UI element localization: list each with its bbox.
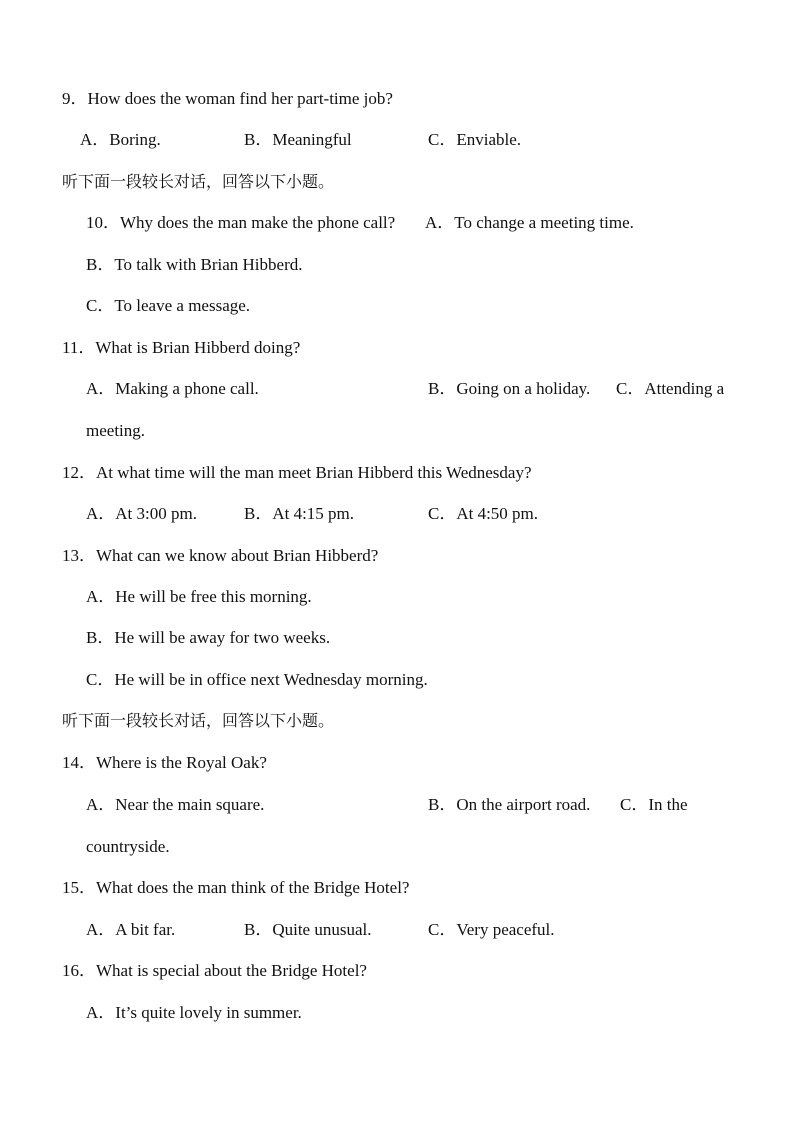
question-10-stem: 10．Why does the man make the phone call? bbox=[86, 213, 396, 232]
question-11-option-a: A．Making a phone call. bbox=[86, 379, 259, 398]
question-14-option-b: B．On the airport road. bbox=[428, 795, 591, 814]
question-14-option-c: C．In the bbox=[620, 795, 688, 814]
question-11-option-c-continued: meeting. bbox=[86, 421, 146, 440]
question-9-option-a: A．Boring. bbox=[80, 130, 161, 149]
question-11-stem: 11．What is Brian Hibberd doing? bbox=[62, 338, 301, 357]
question-13-option-a: A．He will be free this morning. bbox=[86, 587, 312, 606]
question-15-stem: 15．What does the man think of the Bridge Hotel? bbox=[62, 878, 410, 897]
question-14-option-a: A．Near the main square. bbox=[86, 795, 265, 814]
question-13-option-b: B．He will be away for two weeks. bbox=[86, 628, 331, 647]
question-14-option-c-continued: countryside. bbox=[86, 837, 170, 856]
question-9-option-b: B．Meaningful bbox=[244, 130, 352, 149]
question-9-option-c: C．Enviable. bbox=[428, 130, 522, 149]
question-13-stem: 13．What can we know about Brian Hibberd? bbox=[62, 546, 379, 565]
question-12-option-b: B．At 4:15 pm. bbox=[244, 504, 355, 523]
question-16-stem: 16．What is special about the Bridge Hotel? bbox=[62, 961, 367, 980]
question-9-stem: 9．How does the woman find her part-time job? bbox=[62, 89, 393, 108]
question-14-stem: 14．Where is the Royal Oak? bbox=[62, 753, 267, 772]
question-12-option-a: A．At 3:00 pm. bbox=[86, 504, 197, 523]
section-instruction-1: 听下面一段较长对话，回答以下小题。 bbox=[62, 172, 335, 191]
question-15-option-b: B．Quite unusual. bbox=[244, 920, 372, 939]
question-13-option-c: C．He will be in office next Wednesday morning. bbox=[86, 670, 428, 689]
section-instruction-2: 听下面一段较长对话，回答以下小题。 bbox=[62, 711, 335, 730]
question-11-option-c: C．Attending a bbox=[616, 379, 725, 398]
question-12-stem: 12．At what time will the man meet Brian Hibberd this Wednesday? bbox=[62, 463, 532, 482]
question-12-option-c: C．At 4:50 pm. bbox=[428, 504, 539, 523]
question-11-option-b: B．Going on a holiday. bbox=[428, 379, 591, 398]
question-15-option-a: A．A bit far. bbox=[86, 920, 176, 939]
question-10-option-c: C．To leave a message. bbox=[86, 296, 251, 315]
question-10-option-a: A．To change a meeting time. bbox=[425, 213, 634, 232]
question-16-option-a: A．It’s quite lovely in summer. bbox=[86, 1003, 302, 1022]
question-10-option-b: B．To talk with Brian Hibberd. bbox=[86, 255, 303, 274]
question-15-option-c: C．Very peaceful. bbox=[428, 920, 555, 939]
